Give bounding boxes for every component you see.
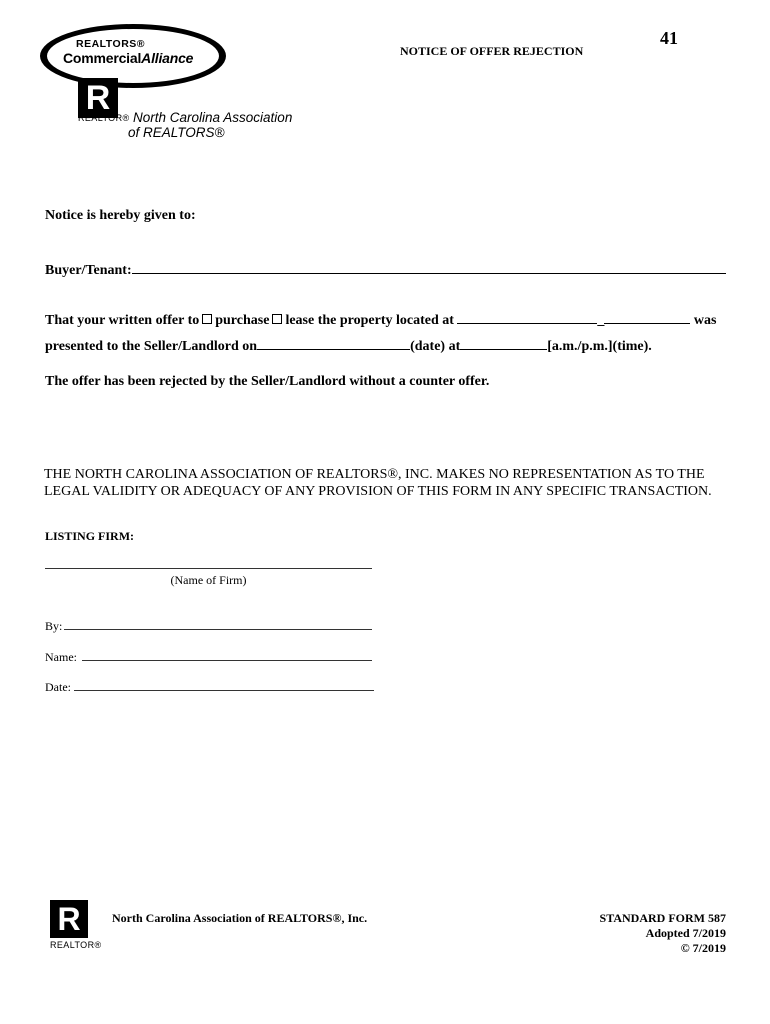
- by-label: By:: [45, 619, 63, 633]
- logo-commercial: Commercial: [63, 50, 142, 66]
- document-title: NOTICE OF OFFER REJECTION: [400, 44, 584, 58]
- by-field[interactable]: [64, 629, 372, 630]
- realtor-r-logo-icon: R: [78, 78, 118, 118]
- logo-alliance: Alliance: [141, 50, 194, 66]
- name-of-firm-label: (Name of Firm): [170, 573, 247, 587]
- time-field[interactable]: [460, 335, 547, 350]
- presented-text: presented to the Seller/Landlord on: [45, 339, 258, 354]
- purchase-label: purchase: [215, 313, 270, 328]
- association-name-line1: North Carolina Association: [133, 110, 293, 125]
- firm-name-field[interactable]: [45, 568, 372, 569]
- date-field[interactable]: [257, 335, 410, 350]
- buyer-label: Buyer/Tenant:: [45, 263, 132, 278]
- date-field-sig[interactable]: [74, 690, 374, 691]
- footer-form-info: [560, 911, 726, 956]
- logo-commercial-alliance: [63, 50, 193, 66]
- time-label: [a.m./p.m.](time).: [547, 339, 652, 354]
- buyer-row: [45, 259, 726, 279]
- name-field[interactable]: [82, 660, 372, 661]
- name-label: Name:: [45, 650, 77, 664]
- logo-realtors-text: REALTORS®: [76, 38, 146, 50]
- offer-row: [45, 309, 716, 329]
- offer-text: That your written offer to: [45, 313, 200, 328]
- realtor-mark-text: REALTOR®: [78, 113, 130, 123]
- disclaimer-text: THE NORTH CAROLINA ASSOCIATION OF REALTORS®, INC. MAKES NO REPRESENTATION AS TO THE LEGAL VALIDITY OR ADEQUACY OF ANY PROVISION OF THIS FORM IN ANY SPECIFIC TRANSACTION.: [44, 467, 712, 499]
- buyer-field[interactable]: [132, 259, 726, 274]
- lease-checkbox[interactable]: [272, 314, 282, 324]
- notice-text: Notice is hereby given to:: [45, 208, 196, 223]
- lease-label: lease the property located at: [285, 313, 454, 328]
- copyright: © 7/2019: [680, 941, 726, 955]
- date-label-sig: Date:: [45, 680, 71, 694]
- property-address-field[interactable]: [457, 309, 597, 324]
- association-name-line2: of REALTORS®: [128, 125, 225, 140]
- footer-realtor-mark: REALTOR®: [50, 940, 102, 950]
- page-number: 41: [660, 28, 678, 48]
- was-text: was: [693, 313, 717, 328]
- presented-row: [45, 335, 652, 355]
- address-separator: _: [597, 313, 605, 328]
- property-address-field-2[interactable]: [604, 309, 690, 324]
- footer-realtor-r-logo-icon: R: [50, 900, 88, 938]
- date-label: (date) at: [410, 339, 461, 354]
- adopted-date: Adopted 7/2019: [645, 926, 726, 940]
- listing-firm-label: LISTING FIRM:: [45, 529, 135, 543]
- purchase-checkbox[interactable]: [202, 314, 212, 324]
- rejected-text: The offer has been rejected by the Seller/Landlord without a counter offer.: [45, 374, 490, 389]
- standard-form-number: STANDARD FORM 587: [599, 911, 726, 925]
- footer-association: North Carolina Association of REALTORS®, Inc.: [112, 911, 368, 925]
